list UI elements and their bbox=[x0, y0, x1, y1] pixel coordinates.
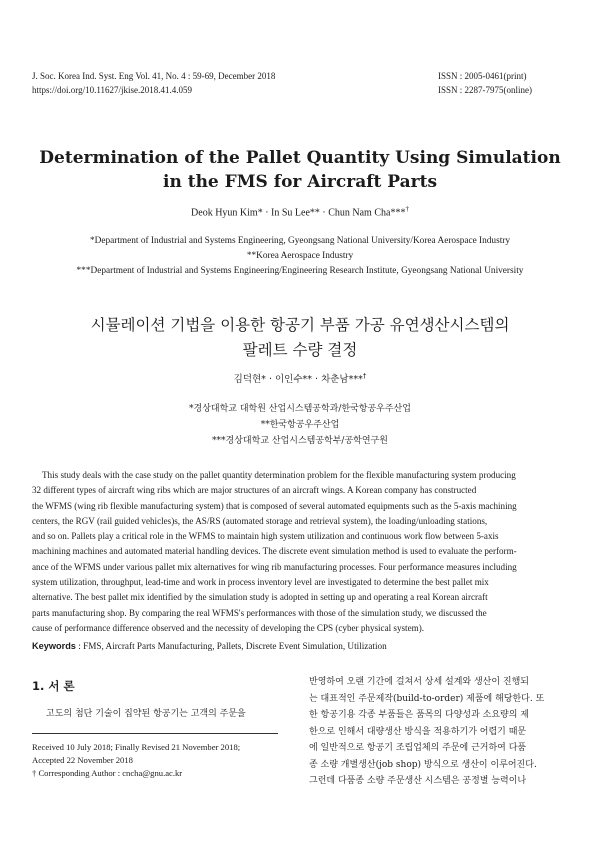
journal-citation: J. Soc. Korea Ind. Syst. Eng Vol. 41, No. 4 : 59-69, December 2018 bbox=[32, 71, 276, 81]
footnote-email[interactable]: Corresponding Author : cncha@gnu.ac.kr bbox=[36, 768, 183, 778]
keywords-label: Keywords bbox=[32, 641, 76, 651]
abstract-line: ance of the WFMS under various pallet mix alternatives for wing rib manufacturing processes. Four performance measures including bbox=[32, 561, 517, 572]
abstract-line: machining machines and automated material handling devices. The discrete event simulation method is used to evaluate the perform- bbox=[32, 546, 517, 557]
english-affiliation-3: ***Department of Industrial and Systems Engineering/Engineering Research Institute, Gyeongsang National University bbox=[76, 266, 524, 276]
abstract-line: 32 different types of aircraft wing ribs which are major structures of an aircraft wings. A Korean company has constructed bbox=[32, 485, 477, 496]
english-affiliation-2: **Korea Aerospace Industry bbox=[246, 251, 354, 261]
abstract-line: system utilization, throughput, lead-time and work in process inventory level are investigated to determine the best pallet mix bbox=[32, 577, 489, 588]
abstract-line bbox=[32, 468, 566, 483]
body-line: 반영하여 오랜 기간에 걸쳐서 상세 설계와 생산이 진행되 bbox=[309, 677, 529, 687]
body-line: 에 일반적으로 항공기 조립업체의 주문에 근거하여 다품 bbox=[309, 743, 527, 753]
korean-authors-text: 김덕현* · 이인수** · 차춘남*** bbox=[233, 374, 363, 385]
english-authors-text: Deok Hyun Kim* · In Su Lee** · Chun Nam Cha*** bbox=[191, 207, 406, 219]
korean-affiliation-1: *경상대학교 대학원 산업시스템공학과/한국항공우주산업 bbox=[189, 404, 411, 414]
abstract-line: parts manufacturing shop. By comparing the real WFMS's performances with those of the simulation study, we discussed the bbox=[32, 607, 487, 618]
korean-corresponding-mark: † bbox=[362, 371, 367, 380]
korean-affiliation-3: ***경상대학교 산업시스템공학부/공학연구원 bbox=[212, 436, 388, 446]
abstract-line-text: This study deals with the case study on the pallet quantity determination problem for the flexible manufacturing system producing bbox=[42, 470, 516, 480]
keywords-separator: : bbox=[75, 641, 84, 651]
issn-print: ISSN : 2005-0461(print) bbox=[438, 71, 527, 81]
footnote bbox=[32, 741, 292, 780]
footnote-received: Received 10 July 2018; Finally Revised 21 November 2018; bbox=[32, 742, 241, 752]
abstract-line: cause of performance difference observed and the necessity of developing the CPS (cyber physical system). bbox=[32, 622, 424, 633]
section-heading: 1. 서 론 bbox=[32, 679, 75, 693]
abstract-line: centers, the RGV (rail guided vehicles)s, the AS/RS (automated storage and retrieval system), the loading/unloading stations, bbox=[32, 515, 488, 526]
body-line: 종 소량 개별생산(job shop) 방식으로 생산이 이루어진다. bbox=[309, 759, 537, 770]
footnote-mark: † bbox=[32, 768, 37, 778]
body-line: 그런데 다품종 소량 주문생산 시스템은 공정별 능력이나 bbox=[309, 776, 527, 786]
keywords-text: FMS, Aircraft Parts Manufacturing, Pallets, Discrete Event Simulation, Utilization bbox=[83, 641, 387, 651]
abstract-line: and so on. Pallets play a critical role in the WFMS to maintain high system utilization and continuous work flow between 5-axis bbox=[32, 531, 499, 542]
abstract-line: the WFMS (wing rib flexible manufacturing system) that is composed of several automated equipments such as the 5-axis machining bbox=[32, 500, 517, 511]
section-left-text: 고도의 첨단 기술이 집약된 항공기는 고객의 주문을 bbox=[46, 709, 246, 719]
footnote-rule bbox=[32, 733, 278, 734]
section-right-column bbox=[309, 674, 569, 790]
body-line: 한으로 인해서 대량생산 방식을 적용하기가 어렵기 때문 bbox=[309, 726, 527, 737]
korean-authors bbox=[0, 371, 600, 385]
issn-online: ISSN : 2287-7975(online) bbox=[438, 85, 532, 95]
footnote-accepted: Accepted 22 November 2018 bbox=[32, 755, 133, 765]
abstract-line: alternative. The best pallet mix identified by the simulation study is adopted in setting up and operating a real Korean aircraft bbox=[32, 592, 488, 603]
doi-link[interactable]: https://doi.org/10.11627/jkise.2018.41.4.059 bbox=[32, 85, 193, 95]
body-line: 한 항공기용 각종 부품들은 품목의 다양성과 소요량의 제 bbox=[309, 710, 529, 720]
english-title-line1: Determination of the Pallet Quantity Using Simulation bbox=[39, 148, 561, 168]
english-affiliation-1: *Department of Industrial and Systems Engineering, Gyeongsang National University/Korea Aerospace Industry bbox=[89, 236, 511, 246]
korean-title-line2: 팔레트 수량 결정 bbox=[242, 341, 358, 359]
body-line: 는 대표적인 주문제작(build-to-order) 제품에 해당한다. 또 bbox=[309, 693, 545, 704]
abstract bbox=[32, 468, 566, 636]
korean-affiliation-2: **한국항공우주산업 bbox=[260, 420, 340, 430]
english-title-line2: in the FMS for Aircraft Parts bbox=[162, 172, 438, 192]
keywords bbox=[32, 640, 572, 653]
korean-title-line1: 시뮬레이션 기법을 이용한 항공기 부품 가공 유연생산시스템의 bbox=[90, 316, 510, 334]
footnote-corresponding bbox=[32, 767, 292, 780]
corresponding-mark: † bbox=[405, 205, 409, 213]
english-authors bbox=[0, 205, 600, 218]
